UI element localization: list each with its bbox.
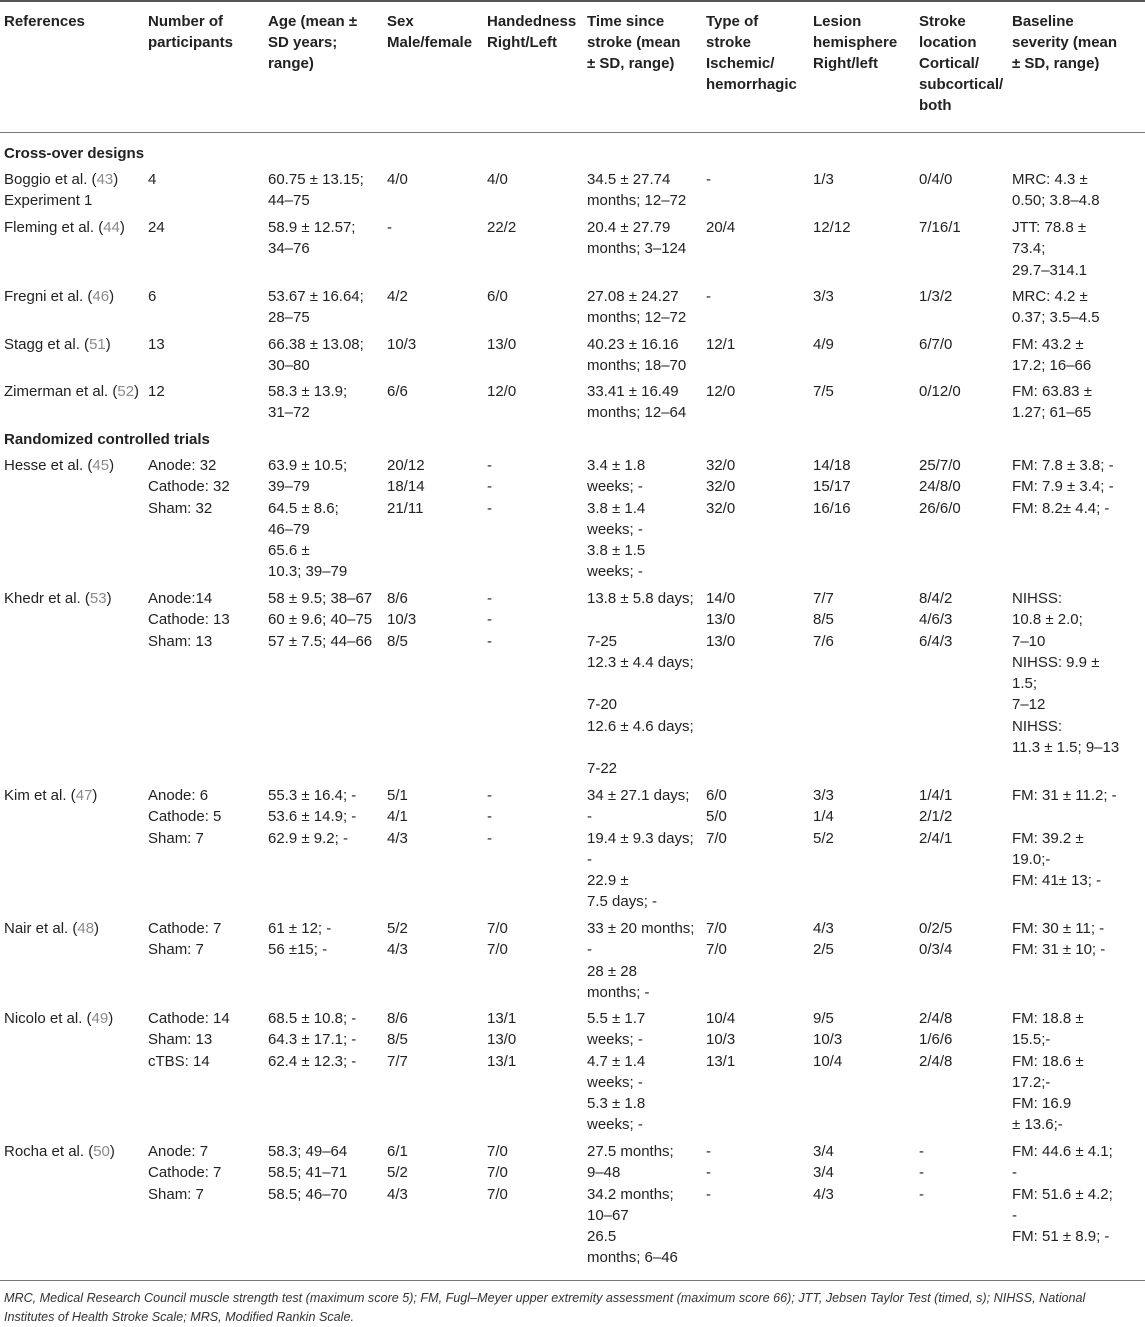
- cell-loc: 2/4/8 1/6/6 2/4/8: [919, 1010, 953, 1070]
- reference-author: Fleming et al. (: [4, 219, 104, 236]
- cell-type: 20/4: [706, 219, 736, 236]
- cell-sex: 8/6 8/5 7/7: [387, 1010, 408, 1070]
- cell-hand: - - -: [487, 590, 492, 650]
- reference-cell: [4, 1141, 115, 1162]
- reference-cell: [4, 1008, 113, 1029]
- cell-time: 40.23 ± 16.16 months; 18–70: [587, 336, 687, 375]
- table-header: [0, 11, 1145, 131]
- cell-hand: 13/1 13/0 13/1: [487, 1010, 517, 1070]
- cell-sex: 4/2: [387, 288, 408, 305]
- reference-tail: ): [108, 1010, 114, 1027]
- cell-sex: 4/0: [387, 171, 408, 188]
- cell-n: 4: [148, 171, 157, 188]
- cell-n: 6: [148, 288, 157, 305]
- cell-hand: 22/2: [487, 219, 517, 236]
- cell-time: 20.4 ± 27.79 months; 3–124: [587, 219, 687, 258]
- cell-base: JTT: 78.8 ± 73.4; 29.7–314.1: [1012, 219, 1088, 279]
- cell-lesion: 4/9: [813, 336, 834, 353]
- cell-base: FM: 7.8 ± 3.8; - FM: 7.9 ± 3.4; - FM: 8.2± 4.4; -: [1012, 457, 1114, 517]
- cell-sex: 20/12 18/14 21/11: [387, 457, 425, 517]
- cell-time: 34.5 ± 27.74 months; 12–72: [587, 171, 687, 210]
- header-rule: [0, 132, 1145, 133]
- cell-age: 58.9 ± 12.57; 34–76: [268, 219, 356, 258]
- reference-author: Boggio et al. (: [4, 171, 97, 188]
- reference-cell: [4, 169, 118, 212]
- reference-tail: ): [134, 383, 140, 400]
- cell-type: 6/0 5/0 7/0: [706, 787, 727, 847]
- cell-type: 7/0 7/0: [706, 920, 727, 959]
- cell-lesion: 1/3: [813, 171, 834, 188]
- cell-sex: 6/1 5/2 4/3: [387, 1143, 408, 1203]
- table-footnote: MRC, Medical Research Council muscle strength test (maximum score 5); FM, Fugl–Meyer upper extremity assessment (maximum score 66); JTT, Jebsen Taylor Test (timed, s); NIHSS, National Institutes of Health Stroke Scale; MRS, Modified Rankin Scale.: [4, 1291, 1086, 1324]
- reference-tail: ): [94, 920, 100, 937]
- cell-base: MRC: 4.2 ± 0.37; 3.5–4.5: [1012, 288, 1100, 327]
- reference-number-link[interactable]: 45: [92, 457, 110, 474]
- cell-sex: -: [387, 219, 392, 236]
- cell-hand: - - -: [487, 787, 492, 847]
- reference-cell: [4, 918, 99, 939]
- header-time: Time since stroke (mean ± SD, range): [587, 13, 681, 72]
- reference-tail: ): [109, 1143, 115, 1160]
- cell-age: 68.5 ± 10.8; - 64.3 ± 17.1; - 62.4 ± 12.3; -: [268, 1010, 357, 1070]
- cell-n: Cathode: 14 Sham: 13 cTBS: 14: [148, 1010, 230, 1070]
- cell-age: 61 ± 12; - 56 ±15; -: [268, 920, 332, 959]
- cell-loc: - - -: [919, 1143, 924, 1203]
- section-crossover: Cross-over designs: [4, 145, 145, 162]
- header-participants: Number of participants: [148, 13, 234, 51]
- cell-time: 34 ± 27.1 days; - 19.4 ± 9.3 days; - 22.9 ± 7.5 days; -: [587, 787, 694, 911]
- cell-type: 10/4 10/3 13/1: [706, 1010, 736, 1070]
- cell-loc: 1/3/2: [919, 288, 953, 305]
- reference-number-link[interactable]: 46: [92, 288, 110, 305]
- cell-age: 60.75 ± 13.15; 44–75: [268, 171, 364, 210]
- cell-sex: 6/6: [387, 383, 408, 400]
- reference-tail: ): [105, 336, 111, 353]
- header-sex: Sex Male/female: [387, 13, 473, 51]
- reference-tail: ): [109, 288, 115, 305]
- cell-time: 27.08 ± 24.27 months; 12–72: [587, 288, 687, 327]
- reference-number-link[interactable]: 53: [89, 590, 107, 607]
- cell-base: FM: 63.83 ± 1.27; 61–65: [1012, 383, 1092, 422]
- cell-sex: 8/6 10/3 8/5: [387, 590, 417, 650]
- cell-base: FM: 30 ± 11; - FM: 31 ± 10; -: [1012, 920, 1106, 959]
- cell-loc: 8/4/2 4/6/3 6/4/3: [919, 590, 953, 650]
- cell-lesion: 3/4 3/4 4/3: [813, 1143, 834, 1203]
- cell-time: 3.4 ± 1.8 weeks; - 3.8 ± 1.4 weeks; - 3.8 ± 1.5 weeks; -: [587, 457, 646, 581]
- header-stroke-type: Type of stroke Ischemic/ hemorrhagic: [706, 13, 797, 93]
- cell-hand: 4/0: [487, 171, 508, 188]
- cell-n: Anode: 7 Cathode: 7 Sham: 7: [148, 1143, 222, 1203]
- reference-author: Fregni et al. (: [4, 288, 93, 305]
- top-rule: [0, 0, 1145, 2]
- cell-loc: 7/16/1: [919, 219, 961, 236]
- reference-tail: ): [109, 457, 115, 474]
- reference-cell: [4, 334, 111, 355]
- reference-cell: [4, 286, 114, 307]
- reference-author: Hesse et al. (: [4, 457, 93, 474]
- bottom-rule: [0, 1280, 1145, 1281]
- reference-number-link[interactable]: 47: [75, 787, 93, 804]
- header-age: Age (mean ± SD years; range): [268, 13, 358, 72]
- reference-cell: [4, 455, 114, 476]
- reference-author: Rocha et al. (: [4, 1143, 94, 1160]
- cell-type: -: [706, 288, 711, 305]
- cell-age: 58.3 ± 13.9; 31–72: [268, 383, 348, 422]
- cell-hand: 7/0 7/0 7/0: [487, 1143, 508, 1203]
- cell-lesion: 7/7 8/5 7/6: [813, 590, 834, 650]
- reference-number-link[interactable]: 43: [96, 171, 114, 188]
- cell-base: FM: 18.8 ± 15.5;- FM: 18.6 ± 17.2;- FM: 16.9 ± 13.6;-: [1012, 1010, 1084, 1134]
- header-location: Stroke location Cortical/ subcortical/ both: [919, 13, 1004, 114]
- cell-hand: - - -: [487, 457, 492, 517]
- cell-lesion: 4/3 2/5: [813, 920, 834, 959]
- cell-n: Anode: 32 Cathode: 32 Sham: 32: [148, 457, 230, 517]
- cell-hand: 13/0: [487, 336, 517, 353]
- cell-time: 13.8 ± 5.8 days; 7-25 12.3 ± 4.4 days; 7-20 12.6 ± 4.6 days; 7-22: [587, 590, 694, 778]
- cell-base: FM: 43.2 ± 17.2; 16–66: [1012, 336, 1092, 375]
- cell-type: -: [706, 171, 711, 188]
- reference-number-link[interactable]: 48: [77, 920, 95, 937]
- cell-age: 66.38 ± 13.08; 30–80: [268, 336, 364, 375]
- cell-time: 27.5 months; 9–48 34.2 months; 10–67 26.5 months; 6–46: [587, 1143, 678, 1267]
- cell-n: Anode:14 Cathode: 13 Sham: 13: [148, 590, 230, 650]
- reference-cell: [4, 785, 97, 806]
- reference-author: Khedr et al. (: [4, 590, 90, 607]
- cell-age: 55.3 ± 16.4; - 53.6 ± 14.9; - 62.9 ± 9.2; -: [268, 787, 357, 847]
- cell-loc: 25/7/0 24/8/0 26/6/0: [919, 457, 961, 517]
- reference-tail: ): [119, 219, 125, 236]
- cell-age: 63.9 ± 10.5; 39–79 64.5 ± 8.6; 46–79 65.6 ± 10.3; 39–79: [268, 457, 348, 581]
- cell-n: Anode: 6 Cathode: 5 Sham: 7: [148, 787, 222, 847]
- cell-hand: 7/0 7/0: [487, 920, 508, 959]
- cell-base: FM: 31 ± 11.2; - FM: 39.2 ± 19.0;- FM: 41± 13; -: [1012, 787, 1117, 890]
- cell-lesion: 3/3: [813, 288, 834, 305]
- cell-type: - - -: [706, 1143, 711, 1203]
- reference-number-link[interactable]: 50: [93, 1143, 110, 1160]
- cell-hand: 6/0: [487, 288, 508, 305]
- reference-cell: [4, 381, 139, 402]
- cell-type: 12/0: [706, 383, 736, 400]
- reference-author: Nicolo et al. (: [4, 1010, 92, 1027]
- cell-age: 58.3; 49–64 58.5; 41–71 58.5; 46–70: [268, 1143, 348, 1203]
- reference-cell: [4, 588, 112, 609]
- cell-loc: 1/4/1 2/1/2 2/4/1: [919, 787, 953, 847]
- header-lesion: Lesion hemisphere Right/left: [813, 13, 898, 72]
- reference-number-link[interactable]: 51: [89, 336, 106, 353]
- reference-number-link[interactable]: 52: [117, 383, 135, 400]
- cell-n: 12: [148, 383, 165, 400]
- cell-age: 53.67 ± 16.64; 28–75: [268, 288, 364, 327]
- cell-sex: 5/2 4/3: [387, 920, 408, 959]
- cell-n: 24: [148, 219, 165, 236]
- cell-n: 13: [148, 336, 165, 353]
- cell-base: FM: 44.6 ± 4.1; - FM: 51.6 ± 4.2; - FM: 51 ± 8.9; -: [1012, 1143, 1113, 1246]
- reference-number-link[interactable]: 44: [103, 219, 120, 236]
- cell-base: MRC: 4.3 ± 0.50; 3.8–4.8: [1012, 171, 1100, 210]
- cell-lesion: 14/18 15/17 16/16: [813, 457, 851, 517]
- cell-type: 14/0 13/0 13/0: [706, 590, 736, 650]
- reference-tail: ): [106, 590, 112, 607]
- reference-tail: ): [92, 787, 98, 804]
- cell-hand: 12/0: [487, 383, 517, 400]
- cell-sex: 10/3: [387, 336, 417, 353]
- cell-time: 33 ± 20 months; - 28 ± 28 months; -: [587, 920, 695, 1001]
- header-handedness: Handedness Right/Left: [487, 13, 577, 51]
- reference-author: Nair et al. (: [4, 920, 78, 937]
- section-rct: Randomized controlled trials: [4, 431, 210, 448]
- reference-cell: [4, 217, 125, 238]
- cell-time: 33.41 ± 16.49 months; 12–64: [587, 383, 687, 422]
- cell-lesion: 12/12: [813, 219, 851, 236]
- cell-loc: 0/12/0: [919, 383, 961, 400]
- cell-time: 5.5 ± 1.7 weeks; - 4.7 ± 1.4 weeks; - 5.3 ± 1.8 weeks; -: [587, 1010, 646, 1134]
- cell-sex: 5/1 4/1 4/3: [387, 787, 408, 847]
- cell-age: 58 ± 9.5; 38–67 60 ± 9.6; 40–75 57 ± 7.5; 44–66: [268, 590, 373, 650]
- reference-author: Kim et al. (: [4, 787, 76, 804]
- cell-loc: 6/7/0: [919, 336, 953, 353]
- header-references: References: [4, 13, 85, 30]
- reference-tail: ) Experiment 1: [4, 171, 119, 210]
- header-baseline: Baseline severity (mean ± SD, range): [1012, 13, 1118, 72]
- cell-type: 12/1: [706, 336, 736, 353]
- reference-number-link[interactable]: 49: [91, 1010, 109, 1027]
- cell-n: Cathode: 7 Sham: 7: [148, 920, 222, 959]
- reference-author: Zimerman et al. (: [4, 383, 118, 400]
- cell-base: NIHSS: 10.8 ± 2.0; 7–10 NIHSS: 9.9 ± 1.5; 7–12 NIHSS: 11.3 ± 1.5; 9–13: [1012, 590, 1120, 757]
- cell-lesion: 9/5 10/3 10/4: [813, 1010, 843, 1070]
- reference-author: Stagg et al. (: [4, 336, 90, 353]
- cell-lesion: 3/3 1/4 5/2: [813, 787, 834, 847]
- cell-loc: 0/4/0: [919, 171, 953, 188]
- cell-loc: 0/2/5 0/3/4: [919, 920, 953, 959]
- cell-type: 32/0 32/0 32/0: [706, 457, 736, 517]
- cell-lesion: 7/5: [813, 383, 834, 400]
